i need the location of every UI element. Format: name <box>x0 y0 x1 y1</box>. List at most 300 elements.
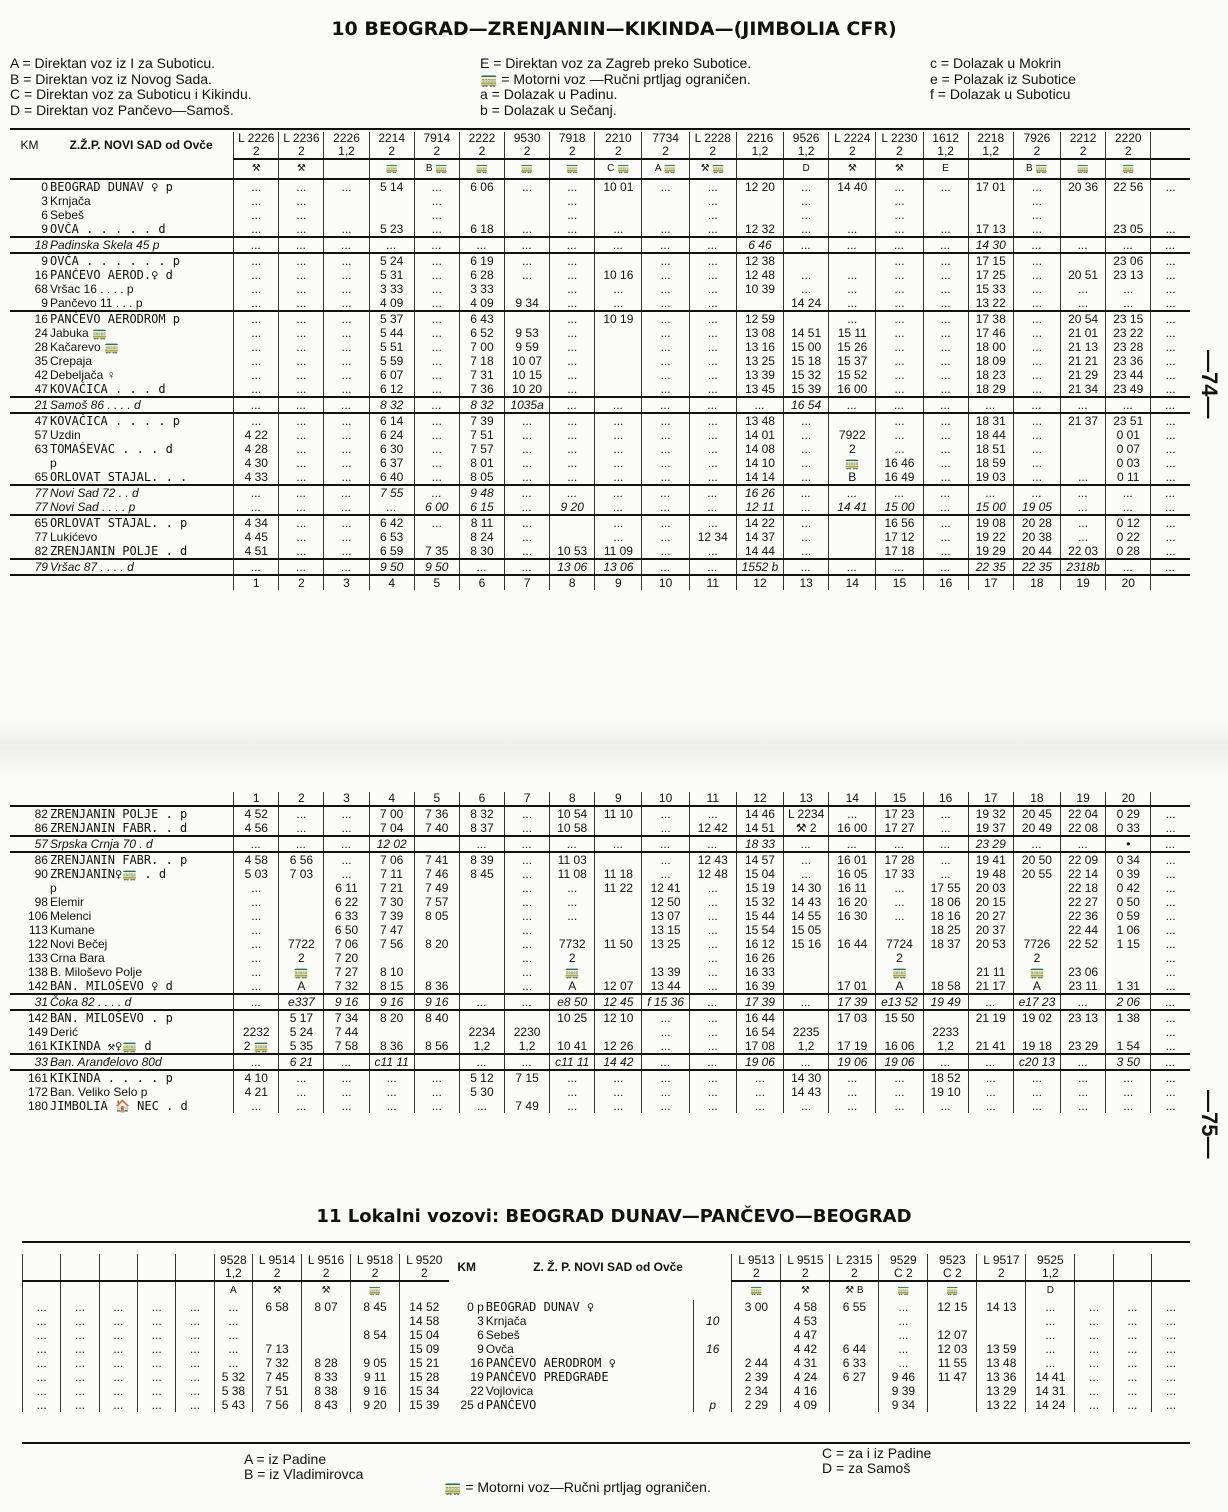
time-cell: ... <box>1113 1398 1151 1412</box>
time-cell: ... <box>1151 909 1190 923</box>
time-cell: ... <box>99 1384 137 1398</box>
time-cell: ... <box>279 485 324 500</box>
time-cell: ... <box>505 179 550 194</box>
time-cell: ... <box>923 382 968 397</box>
column-number: 9 <box>595 792 642 806</box>
time-cell: 10 19 <box>595 311 642 326</box>
time-cell <box>414 923 459 937</box>
time-cell: ... <box>414 194 459 208</box>
train-symbol <box>99 1281 137 1300</box>
column-number: 17 <box>968 792 1013 806</box>
time-cell: 11 55 <box>928 1356 977 1370</box>
train-symbol: D <box>784 159 829 179</box>
station-name: Krnjača <box>485 1314 527 1328</box>
station-name: Samoš 86 . . . . d <box>49 397 234 413</box>
time-cell: 15 19 <box>736 881 783 895</box>
time-cell <box>642 208 689 222</box>
train-class: 2 <box>732 1267 781 1281</box>
time-cell: 23 49 <box>1106 382 1151 397</box>
time-cell: 5 31 <box>369 268 414 282</box>
time-cell: 22 44 <box>1061 923 1106 937</box>
time-cell: ... <box>324 368 369 382</box>
time-cell <box>595 1025 642 1039</box>
time-cell: ... <box>1075 1398 1113 1412</box>
station-name: TOMAŠEVAC . . . d <box>49 442 173 456</box>
train-class: 1,2 <box>214 1267 252 1281</box>
time-cell: 12 41 <box>642 881 689 895</box>
time-cell: 11 50 <box>595 937 642 951</box>
time-cell: 19 05 <box>1013 500 1060 515</box>
time-cell: ... <box>1013 222 1060 237</box>
time-cell: ... <box>234 368 279 382</box>
time-cell: ... <box>595 222 642 237</box>
time-cell: 20 44 <box>1013 544 1060 559</box>
time-cell <box>1061 428 1106 442</box>
table-row <box>10 1025 1190 1039</box>
table-row <box>10 515 1190 530</box>
table-row <box>10 296 1190 311</box>
time-cell: ... <box>324 1099 369 1113</box>
time-cell: 14 10 <box>736 456 783 470</box>
time-cell: ... <box>324 456 369 470</box>
time-cell <box>414 530 459 544</box>
time-cell: 14 31 <box>1026 1384 1075 1398</box>
time-cell <box>923 194 968 208</box>
time-cell: 2 <box>550 951 595 965</box>
time-cell <box>1013 923 1060 937</box>
time-cell: ... <box>234 413 279 428</box>
time-cell: 6 33 <box>830 1356 879 1370</box>
km-value: 9 <box>10 253 49 268</box>
timetable-11 <box>22 1254 1190 1412</box>
time-cell: 7 18 <box>459 354 504 368</box>
km-value: 68 <box>34 282 48 296</box>
time-cell: ... <box>550 296 595 311</box>
station-name: PANČEVO AERODROM ♀ <box>485 1356 616 1370</box>
column-number: 19 <box>1061 792 1106 806</box>
legend-d: D = Direktan voz Pančevo—Samoš. <box>10 101 234 118</box>
time-cell: ... <box>369 1085 414 1099</box>
time-cell: ... <box>968 1054 1013 1070</box>
time-cell: ... <box>505 937 550 951</box>
column-number: 15 <box>876 792 923 806</box>
column-number: 1 <box>234 575 279 590</box>
time-cell <box>505 311 550 326</box>
time-cell <box>253 1314 302 1328</box>
time-cell: 5 24 <box>369 253 414 268</box>
time-cell: 4 09 <box>459 296 504 311</box>
time-cell: ... <box>1061 282 1106 296</box>
table-row <box>10 951 1190 965</box>
time-cell: 8 32 <box>369 397 414 413</box>
time-cell: ... <box>642 222 689 237</box>
time-cell: ... <box>414 382 459 397</box>
time-cell: ... <box>642 268 689 282</box>
time-cell <box>1151 208 1190 222</box>
time-cell: 13 36 <box>977 1370 1026 1384</box>
time-cell <box>279 909 324 923</box>
column-number: 4 <box>369 792 414 806</box>
time-cell: ... <box>505 852 550 867</box>
time-cell: 7 41 <box>414 852 459 867</box>
time-cell: ... <box>550 413 595 428</box>
time-cell: ... <box>414 354 459 368</box>
time-cell: 19 08 <box>968 515 1013 530</box>
time-cell: 21 29 <box>1061 368 1106 382</box>
time-cell: ... <box>279 1085 324 1099</box>
time-cell: ... <box>324 470 369 485</box>
time-cell: ... <box>414 368 459 382</box>
table-row <box>10 208 1190 222</box>
time-cell: ... <box>550 282 595 296</box>
time-cell: ... <box>876 354 923 368</box>
time-cell: ... <box>876 1085 923 1099</box>
time-cell: 9 39 <box>879 1384 928 1398</box>
time-cell <box>1106 208 1151 222</box>
time-cell: 18 51 <box>968 442 1013 456</box>
time-cell: ... <box>176 1328 214 1342</box>
time-cell: ... <box>689 965 736 979</box>
time-cell: ... <box>1151 515 1190 530</box>
time-cell: ... <box>923 397 968 413</box>
time-cell: 1 15 <box>1106 937 1151 951</box>
station-name: Sebeš <box>49 208 85 222</box>
station-name: PANČEVO AEROD.♀ d <box>49 268 173 282</box>
time-cell: ... <box>784 544 829 559</box>
time-cell: 6 00 <box>414 500 459 515</box>
time-cell: ... <box>689 382 736 397</box>
time-cell: ... <box>784 179 829 194</box>
time-cell: ... <box>234 500 279 515</box>
time-cell: ... <box>879 1314 928 1328</box>
time-cell <box>928 1384 977 1398</box>
time-cell: 18 33 <box>736 836 783 852</box>
train-class: 2 <box>351 1267 400 1281</box>
time-cell: 12 32 <box>736 222 783 237</box>
time-cell: ... <box>784 442 829 456</box>
time-cell: 22 35 <box>968 559 1013 575</box>
time-cell: 15 04 <box>736 867 783 881</box>
time-cell: 7 04 <box>369 821 414 836</box>
train-number: L 9517 <box>977 1254 1026 1267</box>
time-cell: 6 30 <box>369 442 414 456</box>
time-cell: ... <box>550 442 595 456</box>
time-cell <box>302 1328 351 1342</box>
time-cell: ... <box>1075 1314 1113 1328</box>
station-name: Padinska Skela 45 p <box>49 237 234 253</box>
time-cell: ... <box>550 253 595 268</box>
time-cell: 16 01 <box>829 852 876 867</box>
train-class <box>138 1267 176 1281</box>
time-cell: ... <box>324 485 369 500</box>
time-cell: 15 16 <box>784 937 829 951</box>
time-cell: ... <box>923 326 968 340</box>
time-cell: 0 01 <box>1106 428 1151 442</box>
time-cell: 8 33 <box>302 1370 351 1384</box>
time-cell: 8 05 <box>459 470 504 485</box>
time-cell <box>459 208 504 222</box>
time-cell: 20 36 <box>1061 179 1106 194</box>
time-cell <box>977 1314 1026 1328</box>
time-cell <box>414 965 459 979</box>
time-cell: 13 39 <box>736 368 783 382</box>
train-symbol: 🚃 <box>351 1281 400 1300</box>
time-cell: ... <box>138 1328 176 1342</box>
train-number: 9525 <box>1026 1254 1075 1267</box>
station-name: OVČA . . . . . . p <box>49 253 234 268</box>
time-cell: ... <box>689 237 736 253</box>
train-symbol <box>1075 1281 1113 1300</box>
time-cell: B <box>829 470 876 485</box>
time-cell: ... <box>829 1085 876 1099</box>
time-cell: ... <box>689 340 736 354</box>
time-cell: ... <box>642 1010 689 1025</box>
time-cell: 15 00 <box>968 500 1013 515</box>
footnote-a: A = iz Padine <box>244 1451 327 1467</box>
time-cell: 20 51 <box>1061 268 1106 282</box>
time-cell <box>784 979 829 994</box>
train-class: 2 <box>977 1267 1026 1281</box>
time-cell: 15 28 <box>400 1370 449 1384</box>
time-cell: 15 32 <box>736 895 783 909</box>
time-cell: ... <box>595 485 642 500</box>
time-cell: 5 32 <box>214 1370 252 1384</box>
time-cell: ... <box>1061 994 1106 1010</box>
time-cell: ... <box>505 253 550 268</box>
station-name: KOVAČICA . . . d <box>49 382 166 396</box>
time-cell <box>595 895 642 909</box>
time-cell: 16 46 <box>876 456 923 470</box>
time-cell: ... <box>1106 397 1151 413</box>
time-cell: ... <box>1151 836 1190 852</box>
time-cell: ... <box>689 311 736 326</box>
time-cell: ... <box>876 208 923 222</box>
km-value: 21 <box>10 397 49 413</box>
time-cell: ... <box>234 1099 279 1113</box>
time-cell: ... <box>234 1054 279 1070</box>
column-number: 14 <box>829 575 876 590</box>
train-class: 2 <box>1061 145 1106 159</box>
time-cell: 4 58 <box>234 852 279 867</box>
time-cell: ... <box>784 428 829 442</box>
time-cell: ... <box>876 340 923 354</box>
time-cell: ... <box>876 282 923 296</box>
time-cell: 15 39 <box>400 1398 449 1412</box>
table-row <box>23 1398 1191 1412</box>
time-cell: 17 15 <box>968 253 1013 268</box>
time-cell: 8 32 <box>459 397 504 413</box>
time-cell: ... <box>642 1039 689 1054</box>
time-cell: ... <box>1013 470 1060 485</box>
km-value: 65 <box>10 515 49 530</box>
time-cell: ... <box>1151 530 1190 544</box>
time-cell: ... <box>642 311 689 326</box>
time-cell: ... <box>176 1300 214 1314</box>
time-cell: ... <box>689 442 736 456</box>
time-cell: 2232 <box>234 1025 279 1039</box>
km-value: 47 <box>34 382 48 396</box>
time-cell <box>595 194 642 208</box>
time-cell: 8 20 <box>414 937 459 951</box>
time-cell <box>253 1328 302 1342</box>
time-cell: ... <box>1151 442 1190 456</box>
train-class: 2 <box>595 145 642 159</box>
time-cell: 2230 <box>505 1025 550 1039</box>
train-class: 2 <box>369 145 414 159</box>
time-cell <box>459 881 504 895</box>
time-cell: ... <box>1113 1328 1151 1342</box>
time-cell: ... <box>324 1085 369 1099</box>
time-cell: ... <box>505 485 550 500</box>
time-cell: ... <box>923 237 968 253</box>
time-cell: ... <box>505 428 550 442</box>
time-cell: 9 05 <box>351 1356 400 1370</box>
km-value: 3 <box>41 194 48 208</box>
time-cell: ... <box>923 354 968 368</box>
time-cell: 7 36 <box>414 806 459 821</box>
time-cell: 9 16 <box>324 994 369 1010</box>
time-cell: 6 37 <box>369 456 414 470</box>
time-cell: 4 53 <box>781 1314 830 1328</box>
time-cell: ... <box>923 485 968 500</box>
time-cell <box>369 1025 414 1039</box>
table-row <box>23 1328 1191 1342</box>
time-cell: 15 52 <box>829 368 876 382</box>
legend-a-lower: a = Dolazak u Padinu. <box>480 86 618 102</box>
time-cell <box>550 530 595 544</box>
time-cell: 6 28 <box>459 268 504 282</box>
station-name: PANČEVO PREDGRAĐE <box>485 1370 609 1384</box>
time-cell <box>968 1025 1013 1039</box>
train-class <box>1152 1267 1190 1281</box>
time-cell: ... <box>1013 326 1060 340</box>
time-cell: ... <box>689 208 736 222</box>
time-cell: ... <box>23 1300 61 1314</box>
train-number: L 2228 <box>689 132 736 145</box>
table-row <box>10 456 1190 470</box>
time-cell: ... <box>923 1099 968 1113</box>
time-cell: 7 36 <box>459 382 504 397</box>
time-cell: ... <box>234 311 279 326</box>
time-cell: 8 05 <box>414 909 459 923</box>
train-class: 2 <box>505 145 550 159</box>
time-cell: ... <box>642 470 689 485</box>
train-class: 2 <box>253 1267 302 1281</box>
time-cell: ... <box>1151 382 1190 397</box>
time-cell: ... <box>642 821 689 836</box>
time-cell <box>928 1314 977 1328</box>
time-cell <box>732 1328 781 1342</box>
station-name: OVČA . . . . . d <box>49 222 166 236</box>
time-cell: ... <box>324 559 369 575</box>
train-number: L 9515 <box>781 1254 830 1267</box>
time-cell: 14 14 <box>736 470 783 485</box>
train-number: 9530 <box>505 132 550 145</box>
time-cell: ... <box>689 456 736 470</box>
time-cell <box>736 194 783 208</box>
km-value: 79 <box>10 559 49 575</box>
time-cell: ... <box>138 1314 176 1328</box>
time-cell: 17 12 <box>876 530 923 544</box>
time-cell: ... <box>642 836 689 852</box>
time-cell: ... <box>784 268 829 282</box>
time-cell: ... <box>234 397 279 413</box>
time-cell: 10 15 <box>505 368 550 382</box>
time-cell: ... <box>876 268 923 282</box>
time-cell <box>736 296 783 311</box>
time-cell: 15 26 <box>829 340 876 354</box>
time-cell: ... <box>1013 268 1060 282</box>
time-cell: ... <box>234 559 279 575</box>
train-number: 2218 <box>968 132 1013 145</box>
time-cell: ... <box>414 485 459 500</box>
time-cell: 2 <box>829 442 876 456</box>
time-cell: 4 24 <box>781 1370 830 1384</box>
time-cell: 8 43 <box>302 1398 351 1412</box>
station-name: Crepaja <box>49 354 93 368</box>
time-cell: 6 27 <box>830 1370 879 1384</box>
time-cell: ... <box>279 413 324 428</box>
time-cell: 7 31 <box>459 368 504 382</box>
time-cell <box>302 1314 351 1328</box>
table-row <box>10 965 1190 979</box>
time-cell: 2 <box>279 951 324 965</box>
time-cell: ... <box>595 1070 642 1085</box>
km-value: 142 <box>10 1010 49 1025</box>
time-cell: 21 19 <box>968 1010 1013 1025</box>
time-cell: 23 06 <box>1106 253 1151 268</box>
station-name: Vršac 16 . . . . p <box>49 282 134 296</box>
time-cell: ... <box>876 881 923 895</box>
time-cell: ... <box>550 311 595 326</box>
time-cell: 14 22 <box>736 515 783 530</box>
time-cell: ... <box>595 500 642 515</box>
table-row <box>10 194 1190 208</box>
column-number: 20 <box>1106 792 1151 806</box>
train-class: 1,2 <box>1026 1267 1075 1281</box>
time-cell: ... <box>876 382 923 397</box>
time-cell: 5 37 <box>369 311 414 326</box>
time-cell: ... <box>505 222 550 237</box>
column-number: 3 <box>324 792 369 806</box>
symbol-km <box>449 1281 485 1300</box>
time-cell: ... <box>550 1099 595 1113</box>
station-name: Ban. Aranđelovo 80d <box>49 1054 234 1070</box>
train-symbol: B 🚃 <box>1013 159 1060 179</box>
table-row <box>10 1054 1190 1070</box>
time-cell: 10 58 <box>550 821 595 836</box>
time-cell: ... <box>923 253 968 268</box>
time-cell: ... <box>784 456 829 470</box>
time-cell: ... <box>876 397 923 413</box>
time-cell: 4 31 <box>781 1356 830 1370</box>
time-cell: 2318b <box>1061 559 1106 575</box>
time-cell: 6 24 <box>369 428 414 442</box>
time-cell: ... <box>1106 485 1151 500</box>
train-symbol <box>1151 159 1190 179</box>
time-cell: 7 58 <box>324 1039 369 1054</box>
time-cell: 6 53 <box>369 530 414 544</box>
time-cell: ... <box>99 1342 137 1356</box>
time-cell: ... <box>324 442 369 456</box>
time-cell: e13 52 <box>876 994 923 1010</box>
time-cell: ... <box>1151 821 1190 836</box>
km-value: 24 <box>34 326 48 340</box>
time-cell: 6 33 <box>324 909 369 923</box>
time-cell: 13 16 <box>736 340 783 354</box>
time-cell: 6 22 <box>324 895 369 909</box>
time-cell: ... <box>642 442 689 456</box>
